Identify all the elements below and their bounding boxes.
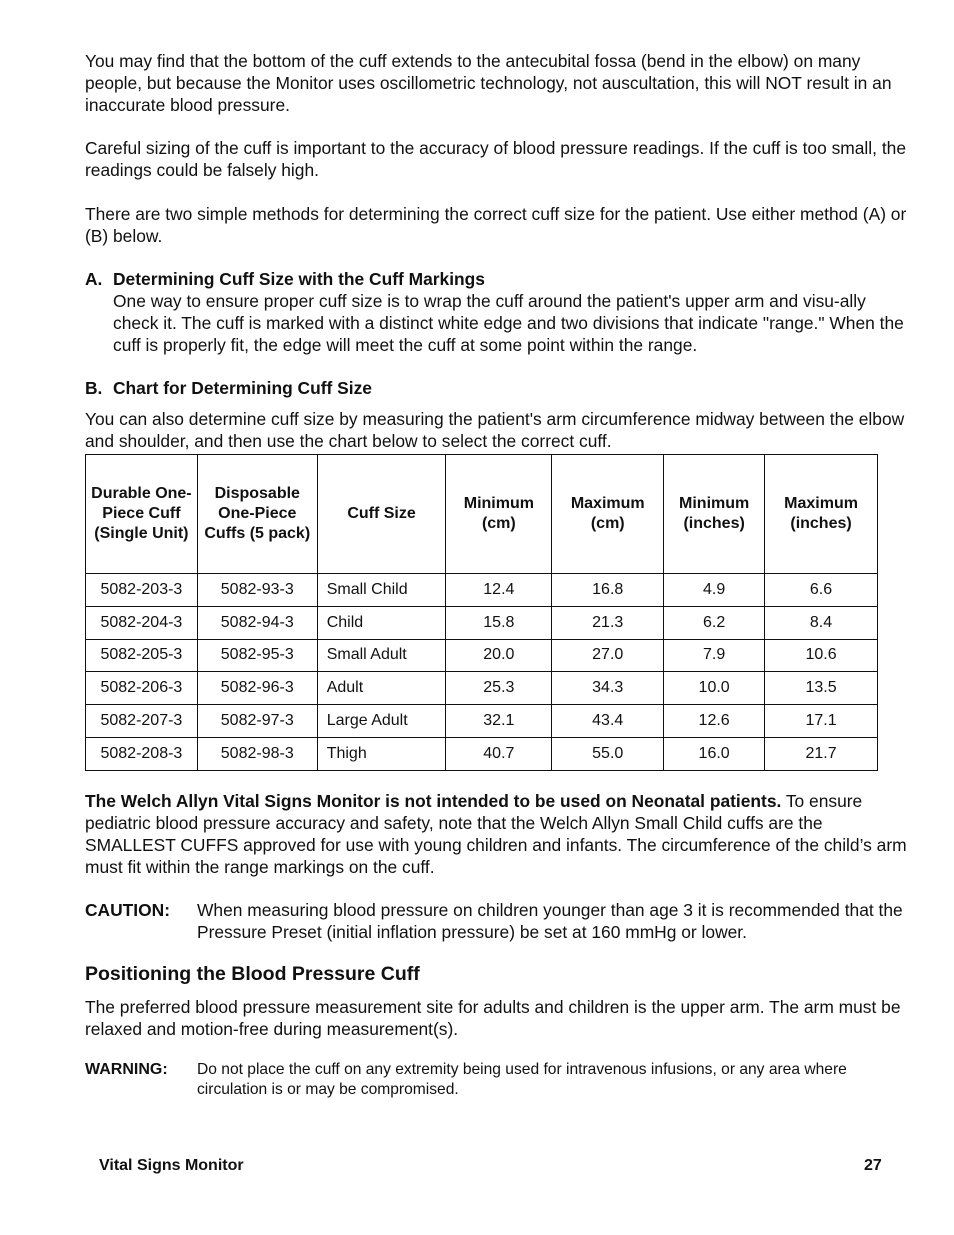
header-maximum-inches: Maximum (inches) — [765, 455, 878, 574]
table-row — [86, 606, 878, 639]
warning-label: WARNING: — [85, 1061, 168, 1078]
table-header-row — [86, 455, 878, 574]
caution-label: CAUTION: — [85, 900, 171, 920]
warning-body: Do not place the cuff on any extremity being used for intravenous infusions, or any area where circulation is or may be compromised. — [197, 1061, 847, 1098]
cell-max-cm: 27.0 — [552, 639, 664, 672]
section-b-body: You can also determine cuff size by measuring the patient's arm circumference midway between the elbow and shoulder, and then use the chart below to select the correct cuff. — [85, 409, 905, 451]
cell-min-inches: 10.0 — [664, 672, 765, 705]
cell-min-cm: 12.4 — [446, 574, 552, 607]
cuff-size-table — [85, 454, 878, 771]
intro-paragraph-2: Careful sizing of the cuff is important to the accuracy of blood pressure readings. If the cuff is too small, the readings could be falsely high. — [85, 138, 907, 180]
cell-disposable-part: 5082-94-3 — [197, 606, 317, 639]
cell-cuff-size: Adult — [317, 672, 446, 705]
intro-paragraph-1: You may find that the bottom of the cuff extends to the antecubital fossa (bend in the elbow) on many people, but because the Monitor uses oscillometric technology, not auscultation, this will NOT result in an inaccurate blood pressure. — [85, 51, 892, 115]
cell-disposable-part: 5082-98-3 — [197, 737, 317, 770]
neonatal-notice-bold: The Welch Allyn Vital Signs Monitor is not intended to be used on Neonatal patients. — [85, 791, 782, 811]
section-b-heading — [85, 377, 372, 399]
positioning-heading: Positioning the Blood Pressure Cuff — [85, 963, 420, 985]
cell-min-inches: 7.9 — [664, 639, 765, 672]
caution-body: When measuring blood pressure on children younger than age 3 it is recommended that the Pressure Preset (initial inflation pressure) be set at 160 mmHg or lower. — [197, 900, 903, 942]
cell-max-inches: 13.5 — [765, 672, 878, 705]
table-row — [86, 639, 878, 672]
page-number: 27 — [864, 1157, 882, 1174]
neonatal-notice — [85, 790, 911, 878]
cell-cuff-size: Small Child — [317, 574, 446, 607]
cell-min-inches: 6.2 — [664, 606, 765, 639]
cell-min-inches: 4.9 — [664, 574, 765, 607]
cell-max-cm: 43.4 — [552, 705, 664, 738]
cell-max-cm: 16.8 — [552, 574, 664, 607]
cell-max-cm: 55.0 — [552, 737, 664, 770]
header-minimum-cm: Minimum (cm) — [446, 455, 552, 574]
cell-durable-part: 5082-205-3 — [86, 639, 198, 672]
section-a-heading — [85, 268, 485, 290]
cell-cuff-size: Child — [317, 606, 446, 639]
cell-disposable-part: 5082-93-3 — [197, 574, 317, 607]
cell-max-inches: 8.4 — [765, 606, 878, 639]
cell-min-cm: 40.7 — [446, 737, 552, 770]
section-a-letter: A. — [85, 269, 103, 289]
cell-durable-part: 5082-204-3 — [86, 606, 198, 639]
cell-cuff-size: Thigh — [317, 737, 446, 770]
cell-cuff-size: Small Adult — [317, 639, 446, 672]
cell-max-inches: 17.1 — [765, 705, 878, 738]
cell-max-inches: 10.6 — [765, 639, 878, 672]
cell-durable-part: 5082-207-3 — [86, 705, 198, 738]
cell-disposable-part: 5082-95-3 — [197, 639, 317, 672]
cell-cuff-size: Large Adult — [317, 705, 446, 738]
cell-min-cm: 32.1 — [446, 705, 552, 738]
table-row — [86, 574, 878, 607]
cell-max-cm: 34.3 — [552, 672, 664, 705]
cell-min-cm: 25.3 — [446, 672, 552, 705]
cell-max-inches: 21.7 — [765, 737, 878, 770]
table-row — [86, 672, 878, 705]
positioning-body: The preferred blood pressure measurement site for adults and children is the upper arm. The arm must be relaxed and motion-free during measurement(s). — [85, 997, 901, 1039]
header-durable-cuff: Durable One-Piece Cuff (Single Unit) — [86, 455, 198, 574]
cell-disposable-part: 5082-96-3 — [197, 672, 317, 705]
intro-paragraph-3: There are two simple methods for determining the correct cuff size for the patient. Use either method (A) or (B) below. — [85, 204, 907, 246]
table-row — [86, 705, 878, 738]
table-row — [86, 737, 878, 770]
header-maximum-cm: Maximum (cm) — [552, 455, 664, 574]
cell-max-cm: 21.3 — [552, 606, 664, 639]
cell-min-inches: 16.0 — [664, 737, 765, 770]
cell-durable-part: 5082-208-3 — [86, 737, 198, 770]
cell-min-cm: 15.8 — [446, 606, 552, 639]
header-disposable-cuffs: Disposable One-Piece Cuffs (5 pack) — [197, 455, 317, 574]
header-cuff-size: Cuff Size — [317, 455, 446, 574]
neonatal-notice-text: To ensure pediatric blood pressure accuracy and safety, note that the Welch Allyn Small Child cuffs are the SMALLEST CUFFS approved for use with young children and infants. The circumference of the child’s arm must fit within the range markings on the cuff. — [85, 791, 907, 877]
section-b-letter: B. — [85, 378, 103, 398]
section-a-body: One way to ensure proper cuff size is to wrap the cuff around the patient's upper arm and visu-ally check it. The cuff is marked with a distinct white edge and two divisions that indicate "range." When the cuff is properly fit, the edge will meet the cuff at some point within the range. — [113, 291, 904, 355]
cell-max-inches: 6.6 — [765, 574, 878, 607]
cell-disposable-part: 5082-97-3 — [197, 705, 317, 738]
cell-durable-part: 5082-206-3 — [86, 672, 198, 705]
cell-min-cm: 20.0 — [446, 639, 552, 672]
header-minimum-inches: Minimum (inches) — [664, 455, 765, 574]
cell-durable-part: 5082-203-3 — [86, 574, 198, 607]
cell-min-inches: 12.6 — [664, 705, 765, 738]
section-b-title: Chart for Determining Cuff Size — [113, 378, 372, 398]
section-a-title: Determining Cuff Size with the Cuff Markings — [113, 269, 485, 289]
footer-title: Vital Signs Monitor — [99, 1157, 244, 1174]
